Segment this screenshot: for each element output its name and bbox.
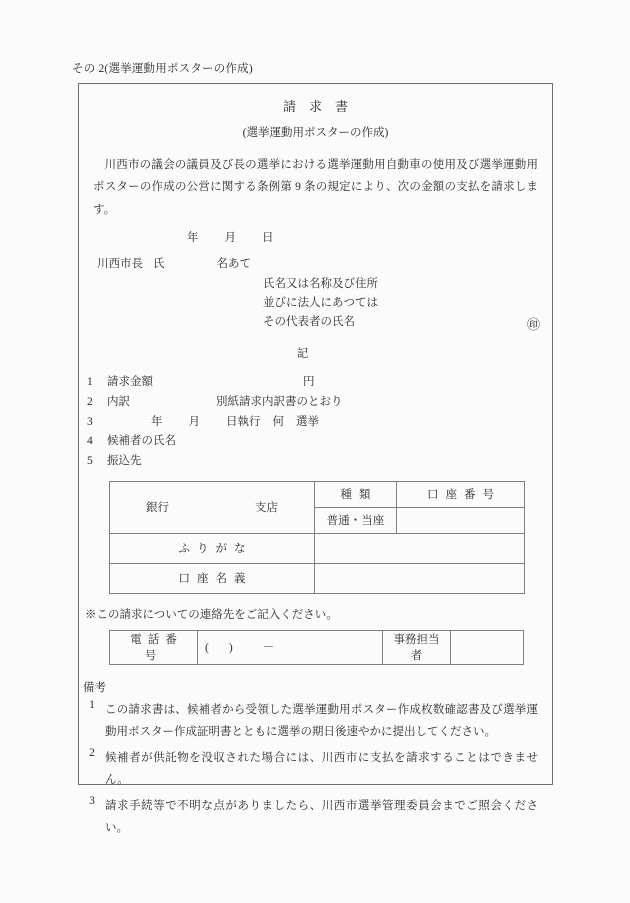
ki-mark: 記 (296, 348, 309, 361)
table-row (110, 481, 525, 507)
account-name-label: 口座名義 (110, 563, 315, 593)
list-item (79, 795, 552, 840)
telephone-label: 電話番号 (110, 630, 198, 664)
item-list (79, 373, 552, 472)
item-number: 4 (87, 435, 93, 448)
staff-label: 事務担当者 (383, 630, 451, 664)
date-line (79, 229, 552, 245)
sheet-caption: その 2(選挙運動用ポスターの作成) (72, 63, 253, 75)
item-number: 3 (87, 415, 93, 428)
item-number: 2 (87, 395, 93, 408)
account-kind-value[interactable]: 普通・当座 (315, 507, 397, 533)
staff-input[interactable] (451, 630, 524, 664)
list-item (87, 452, 552, 472)
bank-name-cell[interactable] (110, 481, 315, 533)
addressee-line (79, 255, 552, 271)
tel-paren-close: ) (228, 642, 233, 655)
addressee-suffix: 名あて (216, 258, 251, 271)
table-row (110, 533, 525, 563)
bank-label: 銀行 (146, 502, 169, 515)
date-day-label: 日 (262, 232, 274, 245)
remark-number: 3 (89, 794, 95, 807)
signer-line-3: その代表者の氏名 (263, 315, 355, 328)
remarks-list (79, 699, 552, 840)
account-number-value[interactable] (397, 507, 525, 533)
contact-phone-table (109, 630, 524, 665)
item3-year-label: 年 (151, 415, 163, 428)
furigana-label: ふりがな (110, 533, 315, 563)
list-item (87, 432, 552, 452)
list-item (79, 747, 552, 792)
item-number: 5 (87, 455, 93, 468)
bank-account-table (109, 481, 525, 594)
document-title: 請求書 (282, 99, 361, 114)
remark-number: 1 (89, 698, 95, 711)
signer-line-1: 氏名又は名称及び住所 (263, 278, 378, 291)
document-subtitle: (選挙運動用ポスターの作成) (242, 127, 389, 139)
table-row (110, 563, 525, 593)
signer-line-2: 並びに法人にあつては (263, 296, 378, 309)
item3-nani-label: 何 (272, 415, 284, 428)
item3-day-exec-label: 日執行 (226, 415, 261, 428)
remarks-heading: 備考 (83, 681, 106, 694)
item-label: 内訳 (107, 395, 130, 408)
list-item (87, 413, 552, 433)
item-value: 別紙請求内訳書のとおり (216, 395, 343, 408)
item-label: 請求金額 (107, 376, 153, 389)
remark-number: 2 (89, 746, 95, 759)
remark-text: 候補者が供託物を没収された場合には、川西市に支払を請求することはできません。 (105, 751, 538, 787)
signer-block (79, 275, 552, 331)
account-number-header: 口座番号 (397, 481, 525, 507)
list-item (79, 699, 552, 744)
date-month-label: 月 (224, 232, 236, 245)
item3-month-label: 月 (188, 415, 200, 428)
list-item (87, 373, 552, 393)
item-number: 1 (87, 376, 93, 389)
form-frame (78, 83, 553, 835)
remark-text: 請求手続等で不明な点がありましたら、川西市選挙管理委員会までご照会ください。 (105, 799, 538, 835)
tel-paren-open: ( (205, 642, 209, 655)
date-year-label: 年 (187, 232, 199, 245)
body-paragraph: 川西市の議会の議員及び長の選挙における選挙運動用自動車の使用及び選挙運動用ポスターの作成の公営に関する条例第 9 条の規定により、次の金額の支払を請求します。 (93, 159, 538, 216)
addressee-office: 川西市長 (97, 258, 143, 271)
account-kind-header: 種類 (315, 481, 397, 507)
tel-dash: － (262, 642, 275, 655)
telephone-input[interactable] (198, 630, 383, 664)
table-row (110, 630, 524, 664)
item-label: 振込先 (107, 455, 142, 468)
item-label: 候補者の氏名 (107, 435, 176, 448)
seal-icon: ㊞ (526, 317, 540, 333)
furigana-value[interactable] (315, 533, 525, 563)
contact-note: ※この請求についての連絡先をご記入ください。 (85, 608, 338, 621)
account-name-value[interactable] (315, 563, 525, 593)
item-value: 円 (303, 376, 315, 389)
branch-label: 支店 (255, 502, 278, 515)
addressee-name-label: 氏 (153, 258, 165, 271)
list-item (87, 393, 552, 413)
item3-election-label: 選挙 (296, 415, 319, 428)
remark-text: この請求書は、候補者から受領した選挙運動用ポスター作成枚数確認書及び選挙運動用ポスター作成証明書とともに選挙の期日後速やかに提出してください。 (105, 703, 538, 739)
